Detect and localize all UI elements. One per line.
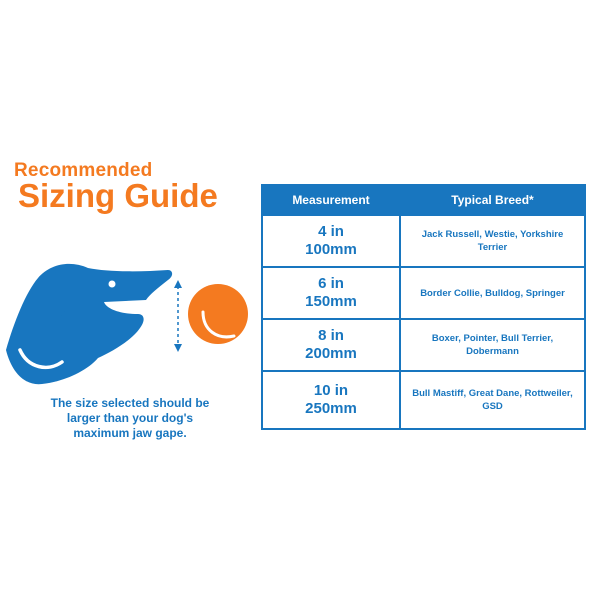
- measurement-cell: [262, 215, 400, 267]
- breed-cell: Boxer, Pointer, Bull Terrier, Dobermann: [400, 319, 585, 371]
- heading-subtitle: Recommended: [14, 160, 153, 181]
- measurement-inches: 6 in: [318, 275, 344, 292]
- measurement-header: Measurement: [262, 185, 400, 215]
- table-row: [262, 267, 585, 319]
- measurement-mm: 250mm: [305, 400, 357, 417]
- ball-icon: [188, 284, 248, 344]
- breed-cell: Jack Russell, Westie, Yorkshire Terrier: [400, 215, 585, 267]
- measurement-inches: 10 in: [313, 382, 349, 399]
- breed-cell: Border Collie, Bulldog, Springer: [400, 267, 585, 319]
- size-note: The size selected should be larger than your dog's maximum jaw gape.: [50, 396, 210, 440]
- table-row: [262, 371, 585, 429]
- double-arrow-icon: [174, 280, 182, 352]
- table-header-row: [262, 185, 585, 215]
- measurement-inches: 4 in: [318, 223, 344, 240]
- measurement-inches: 8 in: [318, 327, 344, 344]
- table-row: [262, 215, 585, 267]
- table-row: [262, 319, 585, 371]
- dog-head-icon: [6, 264, 172, 384]
- measurement-cell: [262, 371, 400, 429]
- measurement-cell: [262, 267, 400, 319]
- dog-illustration: [0, 258, 260, 388]
- measurement-mm: 200mm: [305, 345, 357, 362]
- breed-cell: Bull Mastiff, Great Dane, Rottweiler, GSD: [400, 371, 585, 429]
- measurement-cell: [262, 319, 400, 371]
- heading-title: Sizing Guide: [18, 177, 218, 214]
- measurement-mm: 100mm: [305, 241, 357, 258]
- sizing-table: [261, 184, 586, 430]
- breed-header: Typical Breed*: [400, 185, 585, 215]
- measurement-mm: 150mm: [305, 293, 357, 310]
